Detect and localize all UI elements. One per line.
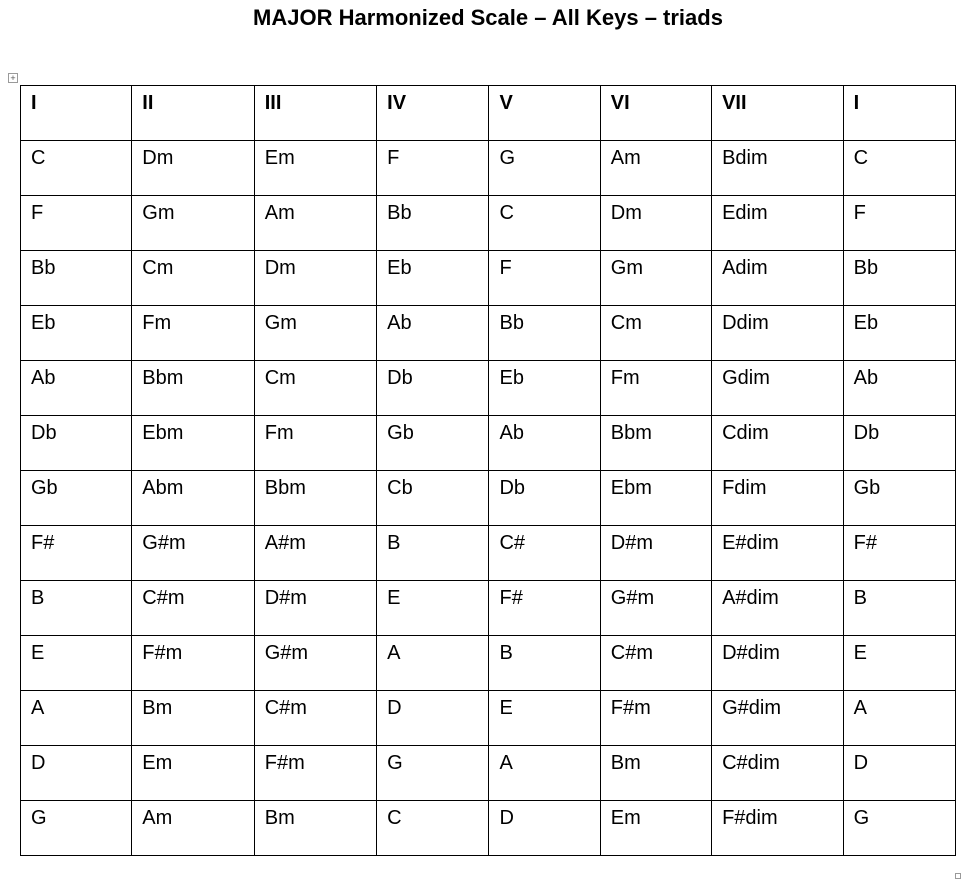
chord-cell: E — [489, 691, 600, 746]
table-row — [21, 471, 956, 526]
chord-cell: Ab — [377, 306, 489, 361]
chord-cell: D#dim — [712, 636, 844, 691]
chord-cell: D — [843, 746, 955, 801]
table-row — [21, 636, 956, 691]
header-cell: II — [132, 86, 254, 141]
chord-cell: Fm — [600, 361, 711, 416]
chord-cell: C# — [489, 526, 600, 581]
chord-cell: Db — [489, 471, 600, 526]
chord-cell: A — [377, 636, 489, 691]
chord-cell: Gdim — [712, 361, 844, 416]
chord-cell: A — [21, 691, 132, 746]
chord-cell: F#dim — [712, 801, 844, 856]
chord-cell: B — [489, 636, 600, 691]
chord-cell: D#m — [254, 581, 376, 636]
chord-cell: Adim — [712, 251, 844, 306]
chord-cell: Gm — [600, 251, 711, 306]
chord-cell: F# — [843, 526, 955, 581]
chord-cell: Eb — [21, 306, 132, 361]
chord-cell: Bm — [132, 691, 254, 746]
chord-cell: Gb — [377, 416, 489, 471]
chord-cell: Ab — [489, 416, 600, 471]
table-row — [21, 141, 956, 196]
chord-cell: F# — [21, 526, 132, 581]
chord-cell: Eb — [843, 306, 955, 361]
chord-cell: Gb — [843, 471, 955, 526]
chord-cell: F#m — [132, 636, 254, 691]
chord-cell: Cm — [132, 251, 254, 306]
chord-cell: E — [843, 636, 955, 691]
chord-cell: Dm — [132, 141, 254, 196]
chord-cell: C#m — [600, 636, 711, 691]
chord-cell: Eb — [377, 251, 489, 306]
header-cell: I — [21, 86, 132, 141]
chord-cell: E — [21, 636, 132, 691]
chord-cell: A#m — [254, 526, 376, 581]
chord-cell: Am — [254, 196, 376, 251]
table-row — [21, 691, 956, 746]
chord-cell: G#dim — [712, 691, 844, 746]
table-row — [21, 416, 956, 471]
chord-cell: Cm — [600, 306, 711, 361]
chord-cell: Cb — [377, 471, 489, 526]
chord-cell: C — [377, 801, 489, 856]
chord-cell: G#m — [600, 581, 711, 636]
chord-cell: D — [377, 691, 489, 746]
table-row — [21, 801, 956, 856]
chord-cell: Bm — [600, 746, 711, 801]
header-cell: V — [489, 86, 600, 141]
chord-cell: Bbm — [600, 416, 711, 471]
chord-cell: A — [843, 691, 955, 746]
table-row — [21, 361, 956, 416]
header-cell: VII — [712, 86, 844, 141]
chord-cell: Abm — [132, 471, 254, 526]
chord-cell: D#m — [600, 526, 711, 581]
plus-square-icon[interactable]: + — [8, 73, 18, 83]
chord-cell: Bb — [21, 251, 132, 306]
header-cell: IV — [377, 86, 489, 141]
chord-cell: Gm — [132, 196, 254, 251]
chord-cell: Fdim — [712, 471, 844, 526]
table-row — [21, 196, 956, 251]
chord-cell: C#dim — [712, 746, 844, 801]
page-title: MAJOR Harmonized Scale – All Keys – triads — [253, 5, 723, 30]
chord-cell: G#m — [132, 526, 254, 581]
chord-cell: Fm — [254, 416, 376, 471]
chord-cell: Em — [600, 801, 711, 856]
chord-cell: Ebm — [600, 471, 711, 526]
chord-cell: B — [377, 526, 489, 581]
chord-cell: Em — [254, 141, 376, 196]
chord-cell: Eb — [489, 361, 600, 416]
chord-cell: Dm — [254, 251, 376, 306]
table-row — [21, 306, 956, 361]
chord-cell: Cm — [254, 361, 376, 416]
header-row — [21, 86, 956, 141]
chord-cell: G — [377, 746, 489, 801]
chord-cell: C#m — [132, 581, 254, 636]
chord-cell: Fm — [132, 306, 254, 361]
chord-cell: Gm — [254, 306, 376, 361]
chord-cell: F#m — [254, 746, 376, 801]
table-row — [21, 526, 956, 581]
chord-cell: Gb — [21, 471, 132, 526]
chord-cell: Db — [21, 416, 132, 471]
header-cell: VI — [600, 86, 711, 141]
chord-cell: Ddim — [712, 306, 844, 361]
chord-cell: A — [489, 746, 600, 801]
chord-cell: E#dim — [712, 526, 844, 581]
table-row — [21, 581, 956, 636]
chord-cell: C#m — [254, 691, 376, 746]
chord-cell: Cdim — [712, 416, 844, 471]
chord-cell: Db — [843, 416, 955, 471]
chord-cell: Bm — [254, 801, 376, 856]
table-row — [21, 746, 956, 801]
chord-cell: Bbm — [254, 471, 376, 526]
table-resize-handle[interactable] — [955, 873, 961, 879]
chord-cell: D — [489, 801, 600, 856]
chord-table — [20, 85, 956, 856]
header-cell: III — [254, 86, 376, 141]
chord-cell: Bb — [377, 196, 489, 251]
chord-cell: F — [377, 141, 489, 196]
chord-cell: Am — [132, 801, 254, 856]
chord-cell: Bdim — [712, 141, 844, 196]
chord-cell: C — [21, 141, 132, 196]
chord-cell: Edim — [712, 196, 844, 251]
chord-cell: G — [843, 801, 955, 856]
chord-cell: A#dim — [712, 581, 844, 636]
chord-cell: Db — [377, 361, 489, 416]
chord-cell: D — [21, 746, 132, 801]
chord-cell: F — [21, 196, 132, 251]
chord-cell: F# — [489, 581, 600, 636]
chord-cell: Ab — [843, 361, 955, 416]
chord-cell: Bbm — [132, 361, 254, 416]
chord-cell: Ebm — [132, 416, 254, 471]
header-cell: I — [843, 86, 955, 141]
chord-cell: Ab — [21, 361, 132, 416]
chord-cell: F — [843, 196, 955, 251]
chord-cell: G — [489, 141, 600, 196]
chord-cell: Dm — [600, 196, 711, 251]
chord-cell: B — [21, 581, 132, 636]
chord-cell: F#m — [600, 691, 711, 746]
chord-cell: G — [21, 801, 132, 856]
chord-cell: Em — [132, 746, 254, 801]
chord-cell: C — [489, 196, 600, 251]
chord-cell: Bb — [843, 251, 955, 306]
chord-cell: Bb — [489, 306, 600, 361]
chord-cell: F — [489, 251, 600, 306]
table-row — [21, 251, 956, 306]
chord-cell: E — [377, 581, 489, 636]
chord-cell: C — [843, 141, 955, 196]
chord-cell: G#m — [254, 636, 376, 691]
chord-cell: B — [843, 581, 955, 636]
chord-cell: Am — [600, 141, 711, 196]
